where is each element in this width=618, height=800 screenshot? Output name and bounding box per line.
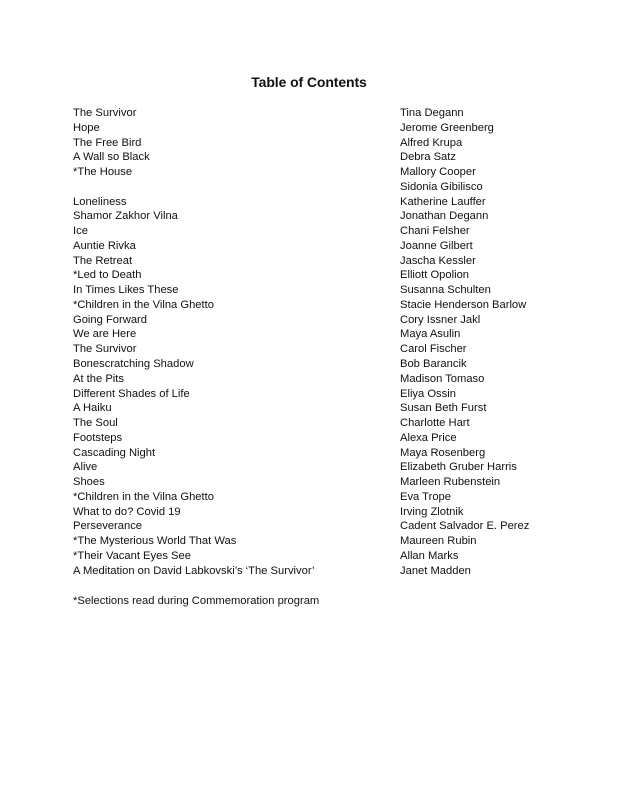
entry-author: Debra Satz <box>400 151 456 164</box>
entry-title: A Haiku <box>73 402 112 415</box>
entry-title: Different Shades of Life <box>73 387 190 400</box>
toc-entry <box>73 460 553 475</box>
entry-title: Alive <box>73 461 98 474</box>
entry-title: *Children in the Vilna Ghetto <box>73 298 214 311</box>
footnote: *Selections read during Commemoration program <box>73 595 320 607</box>
toc-entry <box>73 239 553 254</box>
toc-entry <box>73 298 553 313</box>
entry-author: Maya Asulin <box>400 328 461 341</box>
entry-author: Carol Fischer <box>400 343 467 356</box>
toc-entry <box>73 372 553 387</box>
entry-author: Maya Rosenberg <box>400 446 486 459</box>
toc-entry <box>73 342 553 357</box>
entry-title: The Retreat <box>73 254 133 267</box>
entry-title: In Times Likes These <box>73 284 179 297</box>
entry-author: Joanne Gilbert <box>400 239 473 252</box>
entry-author: Marleen Rubenstein <box>400 476 501 489</box>
entry-author: Chani Felsher <box>400 225 470 238</box>
toc-entry <box>73 121 553 136</box>
entry-title: A Meditation on David Labkovski’s ‘The Survivor’ <box>73 564 315 577</box>
toc-entry <box>73 416 553 431</box>
entry-title: Loneliness <box>73 195 127 208</box>
entry-author: Janet Madden <box>400 564 471 577</box>
entry-title: Shoes <box>73 476 105 489</box>
entry-author: Stacie Henderson Barlow <box>400 298 527 311</box>
entry-author: Susan Beth Furst <box>400 402 487 415</box>
entry-author: Maureen Rubin <box>400 535 477 548</box>
toc-entry <box>73 150 553 165</box>
toc-entry <box>73 490 553 505</box>
entry-author: Irving Zlotnik <box>400 505 464 518</box>
toc-entry <box>73 180 553 195</box>
toc-entry <box>73 401 553 416</box>
toc-entry <box>73 534 553 549</box>
entry-title: A Wall so Black <box>73 151 150 164</box>
toc-entry <box>73 446 553 461</box>
entry-title: *The Mysterious World That Was <box>73 535 237 548</box>
toc-list <box>73 106 553 579</box>
toc-entry <box>73 165 553 180</box>
entry-title: Going Forward <box>73 313 147 326</box>
entry-author: Sidonia Gibilisco <box>400 180 483 193</box>
toc-entry <box>73 357 553 372</box>
entry-title: *Children in the Vilna Ghetto <box>73 490 214 503</box>
entry-title: Ice <box>73 225 88 238</box>
toc-entry <box>73 106 553 121</box>
toc-entry <box>73 313 553 328</box>
entry-title: Bonescratching Shadow <box>73 358 194 371</box>
entry-author: Cory Issner Jakl <box>400 313 481 326</box>
toc-entry <box>73 209 553 224</box>
entry-author: Charlotte Hart <box>400 417 470 430</box>
entry-author: Alfred Krupa <box>400 136 463 149</box>
entry-author: Elizabeth Gruber Harris <box>400 461 517 474</box>
toc-entry <box>73 505 553 520</box>
entry-author: Eliya Ossin <box>400 387 456 400</box>
entry-title: At the Pits <box>73 372 124 385</box>
entry-title: Shamor Zakhor Vilna <box>73 210 178 223</box>
toc-entry <box>73 195 553 210</box>
toc-entry <box>73 475 553 490</box>
entry-author: Tina Degann <box>400 107 464 119</box>
entry-author: Allan Marks <box>400 549 459 562</box>
entry-author: Elliott Opolion <box>400 269 470 282</box>
page-title: Table of Contents <box>251 74 367 90</box>
entry-title: Footsteps <box>73 431 123 444</box>
entry-title: The Survivor <box>73 343 137 356</box>
entry-title: The Free Bird <box>73 136 142 149</box>
entry-author: Bob Barancik <box>400 358 467 371</box>
entry-author: Mallory Cooper <box>400 166 476 179</box>
entry-title: We are Here <box>73 328 137 341</box>
toc-entry <box>73 254 553 269</box>
toc-entry <box>73 564 553 579</box>
entry-title: Auntie Rivka <box>73 239 136 252</box>
toc-entry <box>73 519 553 534</box>
entry-title: *The House <box>73 166 133 179</box>
toc-entry <box>73 136 553 151</box>
toc-entry <box>73 431 553 446</box>
toc-entry <box>73 224 553 239</box>
toc-entry <box>73 387 553 402</box>
toc-entry <box>73 549 553 564</box>
entry-author: Madison Tomaso <box>400 372 485 385</box>
entry-author: Jascha Kessler <box>400 254 476 267</box>
entry-title: Perseverance <box>73 520 143 533</box>
entry-author: Jerome Greenberg <box>400 121 494 134</box>
entry-title: What to do? Covid 19 <box>73 505 181 518</box>
toc-entry <box>73 327 553 342</box>
entry-title: The Soul <box>73 417 118 430</box>
entry-author: Jonathan Degann <box>400 210 489 223</box>
entry-title: The Survivor <box>73 107 137 119</box>
entry-author: Susanna Schulten <box>400 284 491 297</box>
entry-title: Cascading Night <box>73 446 156 459</box>
entry-title: *Led to Death <box>73 269 142 282</box>
entry-author: Eva Trope <box>400 490 451 503</box>
toc-entry <box>73 283 553 298</box>
entry-title: Hope <box>73 121 100 134</box>
entry-author: Cadent Salvador E. Perez <box>400 520 530 533</box>
entry-author: Alexa Price <box>400 431 457 444</box>
entry-title: *Their Vacant Eyes See <box>73 549 191 562</box>
entry-author: Katherine Lauffer <box>400 195 486 208</box>
toc-entry <box>73 268 553 283</box>
